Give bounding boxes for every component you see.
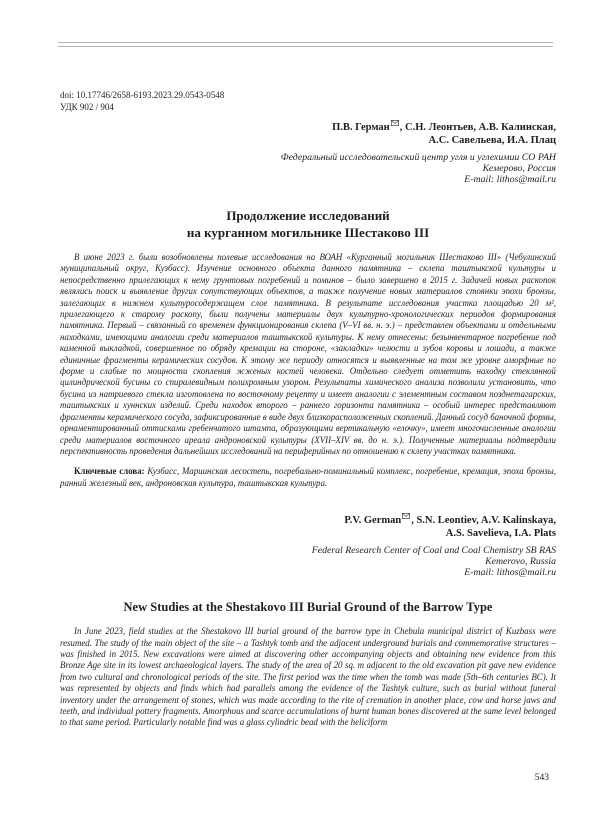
affiliation-en — [60, 545, 556, 578]
title-en: New Studies at the Shestakovo III Burial Ground of the Barrow Type — [123, 600, 493, 615]
page-number: 543 — [534, 773, 549, 783]
title-ru-line2: на курганном могильнике Шестаково III — [186, 224, 430, 240]
keywords-ru — [60, 466, 556, 489]
author-corresponding-ru: П.В. Герман — [332, 122, 390, 133]
affiliation-ru-org: Федеральный исследовательский центр угля и углехимии СО РАН — [280, 152, 556, 163]
abstract-en: In June 2023, field studies at the Shestakovo III burial ground of the barrow type in Chebula municipal district of Kuzbass were resumed. The study of the main object of the site – a Tashtyk tomb and the adjacent underground burials and commemorative structures – was finished in 2015. New excavations were aimed at discovering other accompanying objects and obtaining new evidence from this Bronze Age site in its lowest archaeological layers. The study of the area of 20 sq. m adjacent to the old excavation pit gave new evidence from two cultural and chronological periods of the site. The first period was the time when the tomb was made (5th–6th centuries BC). It was represented by objects and finds which had parallels among the evidence of the Tashtyk culture, such as burial without funeral inventory under the arrangement of stones, which was made according to the rite of cremation in another place, cow and horse jaws and teeth, and individual pottery fragments. Amorphous and scarce accumulations of burnt human bones discovered at the same level belonged to that same period. Particularly notable find was a glass cylindric bead with the heliciform — [60, 626, 556, 728]
authors-en — [60, 513, 556, 540]
affiliation-en-org: Federal Research Center of Coal and Coal Chemistry SB RAS — [311, 545, 556, 557]
page-content — [60, 0, 556, 729]
affiliation-ru — [60, 152, 556, 185]
authors-ru-line1 — [60, 120, 556, 134]
authors-en-rest: , S.N. Leontiev, A.V. Kalinskaya, — [411, 515, 556, 527]
masthead — [60, 90, 556, 113]
authors-en-line2: A.S. Savelieva, I.A. Plats — [445, 528, 556, 540]
envelope-icon — [391, 120, 399, 126]
author-corresponding-en: P.V. German — [344, 515, 402, 527]
title-ru — [60, 208, 556, 241]
affiliation-ru-email: E-mail: lithos@mail.ru — [464, 174, 556, 185]
udc-line: УДК 902 / 904 — [60, 101, 114, 112]
keywords-label: Ключевые слова: — [74, 466, 145, 477]
doi-line: doi: 10.17746/2658-6193.2023.29.0543-0548 — [60, 90, 225, 100]
affiliation-en-city: Kemerovo, Russia — [485, 556, 556, 568]
keywords-text: Кузбасс, Мариинская лесостепь, погребально-поминальный комплекс, погребение, кремация, эпоха бронзы, ранний железный век, андроновская культура, таштыкская культура. — [60, 466, 556, 488]
abstract-ru: В июне 2023 г. были возобновлены полевые исследования на ВОАН «Курганный могильник Шестаково III» (Чебулинский муниципальный округ, Кузбасс). Изучение основного объекта данного памятника – склепа таштыкской культуры и непосредственно прилегающих к нему грунтовых погребений и поминов – было завершено в 2015 г. Задачей новых раскопок являлись поиск и выявление других сопутствующих объектов, а также получение новых материалов стоянки эпохи бронзы, залегающих в нижнем культуросодержащем слое памятника. В результате исследования участка площадью 20 м², прилегающего к старому раскопу, были получены материалы двух культурно-хронологических периодов формирования памятника. Первый – связанный со временем функционирования склепа (V–VI вв. н. э.) – представлен объектами и отдельными находками, имеющими аналогии среди материалов таштыкской культуры. К нему отнесены: безынвентарное погребение под каменной выкладкой, совершенное по обряду кремации на стороне, «закладки» челюсти и зубов коровы и лошади, а также единичные фрагменты керамических сосудов. К этому же периоду относятся и выявленные на том же уровне аморфные по форме и слабые по мощности скопления жженых костей человека. Отдельно следует отметить находку стеклянной цилиндрической бусины со спиралевидным полихромным узором. Результаты химического анализа позволили установить, что бусина из натриевого стекла изготовлена по восточному рецепту и имеет аналогии с элементным составом позднетагарских, таштыкских и хуннских изделий. Среди находок второго – раннего горизонта памятника – особый интерес представляют фрагменты керамического сосуда, зафиксированные в виде двух близкорасположенных скоплений. Данный сосуд баночной формы, орнаментированный оттисками гребенчатого штампа, образующими вертикальную «елочку», имеет многочисленные аналогии среди материалов восточного ареала андроновской культуры (XVII–XIV вв. до н. э.). Полученные материалы подтвердили перспективность проведения дальнейших исследований на периферийных по отношению к склепу участках памятника. — [60, 252, 556, 456]
authors-en-line1 — [60, 513, 556, 527]
authors-ru-rest: , С.Н. Леонтьев, А.В. Калинская, — [399, 122, 556, 133]
affiliation-ru-city: Кемерово, Россия — [482, 163, 556, 174]
envelope-icon — [402, 513, 410, 519]
affiliation-en-email: E-mail: lithos@mail.ru — [464, 567, 556, 579]
authors-ru — [60, 120, 556, 147]
authors-ru-line2: А.С. Савельева, И.А. Плац — [428, 135, 556, 146]
title-ru-line1: Продолжение исследований — [226, 208, 390, 223]
